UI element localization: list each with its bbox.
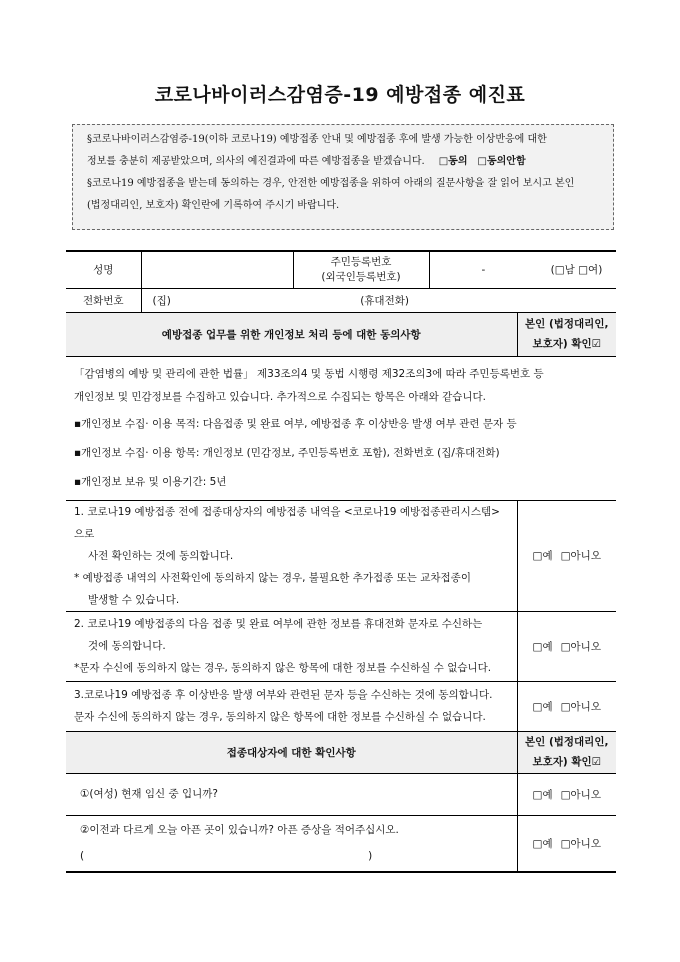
screening-q2-answer xyxy=(517,815,616,871)
screening-form xyxy=(66,250,616,873)
phone-field[interactable]: (집) (휴대전화) xyxy=(141,288,616,312)
notice-line-3: §코로나19 예방접종을 받는데 동의하는 경우, 안전한 예방접종을 위하여 아래의 질문사항을 잘 읽어 보시고 본인 xyxy=(87,178,575,189)
consent-item-2-answer xyxy=(517,611,616,681)
privacy-law-text: 「감염병의 예방 및 관리에 관한 법률」 제33조의4 및 동법 시행령 제32조의3에 따라 주민등록번호 등 개인정보 및 민감정보를 수집하고 있습니다. 추가적으로 수집되는 항목은 아래와 같습니다. ▪개인정보 수집· 이용 목적: 다음접종 및 완료 여부, 예방접종 후 이상반응 발생 여부 관련 문자 등 ▪개인정보 수집· 이용 항목: 개인정보 (민감정보, 주민등록번호 포함), 전화번호 (집/휴대전화) ▪개인정보 보유 및 이용기간: 5년 xyxy=(66,356,616,500)
consent-item-1: 1. 코로나19 예방접종 전에 접종대상자의 예방접종 내역을 <코로나19 예방접종관리시스템>으로 사전 확인하는 것에 동의합니다. * 예방접종 내역의 사전확인에 동의하지 않는 경우, 불필요한 추가접종 또는 교차접종이 발생할 수 있습니다. xyxy=(66,500,517,611)
disagree-checkbox[interactable]: □동의안함 xyxy=(477,156,526,167)
consent-item-3-answer xyxy=(517,681,616,731)
yes-checkbox[interactable]: □예 xyxy=(532,640,553,653)
phone-label: 전화번호 xyxy=(66,288,141,312)
notice-line-4: (법정대리인, 보호자) 확인란에 기록하여 주시기 바랍니다. xyxy=(87,200,340,211)
rrn-label: 주민등록번호 (외국인등록번호) xyxy=(293,252,429,288)
yes-checkbox[interactable]: □예 xyxy=(532,700,553,713)
notice-line-2: 정보를 충분히 제공받았으며, 의사의 예진결과에 따른 예방접종을 받겠습니다. □동의 □동의안함 xyxy=(87,156,526,167)
consent-notice xyxy=(72,124,614,230)
no-checkbox[interactable]: □아니오 xyxy=(560,788,601,801)
name-field[interactable] xyxy=(141,252,293,288)
yes-checkbox[interactable]: □예 xyxy=(532,837,553,850)
no-checkbox[interactable]: □아니오 xyxy=(560,550,601,562)
privacy-header: 예방접종 업무를 위한 개인정보 처리 등에 대한 동의사항 xyxy=(66,312,517,356)
screening-header: 접종대상자에 대한 확인사항 xyxy=(66,731,517,773)
rrn-field[interactable]: - (□남 □여) xyxy=(429,252,616,288)
screening-q1: ①(여성) 현재 임신 중 입니까? xyxy=(66,773,517,815)
no-checkbox[interactable]: □아니오 xyxy=(560,640,601,653)
name-label: 성명 xyxy=(66,252,141,288)
screening-confirm-header: 본인 (법정대리인, 보호자) 확인☑ xyxy=(517,731,616,773)
form-title: 코로나바이러스감염증-19 예방접종 예진표 xyxy=(154,84,526,106)
screening-q1-answer xyxy=(517,773,616,815)
no-checkbox[interactable]: □아니오 xyxy=(560,837,601,850)
gender-checkbox[interactable]: (□남 □여) xyxy=(550,264,603,277)
notice-line-1: §코로나바이러스감염증-19(이하 코로나19) 예방접종 안내 및 예방접종 후에 발생 가능한 이상반응에 대한 xyxy=(87,134,547,145)
yes-checkbox[interactable]: □예 xyxy=(532,788,553,801)
symptom-input[interactable]: ( ) xyxy=(80,850,373,862)
consent-item-3: 3.코로나19 예방접종 후 이상반응 발생 여부와 관련된 문자 등을 수신하는 것에 동의합니다. 문자 수신에 동의하지 않는 경우, 동의하지 않은 항목에 대한 정보를 수신하실 수 없습니다. xyxy=(66,681,517,731)
yes-checkbox[interactable]: □예 xyxy=(532,550,553,562)
no-checkbox[interactable]: □아니오 xyxy=(560,700,601,713)
consent-item-1-answer xyxy=(517,500,616,611)
consent-item-2: 2. 코로나19 예방접종의 다음 접종 및 완료 여부에 관한 정보를 휴대전화 문자로 수신하는 것에 동의합니다. *문자 수신에 동의하지 않는 경우, 동의하지 않은 항목에 대한 정보를 수신하실 수 없습니다. xyxy=(66,611,517,681)
screening-q2: ②이전과 다르게 오늘 아픈 곳이 있습니까? 아픈 증상을 적어주십시오. ( ) xyxy=(66,815,517,871)
checked-box-icon: ☑ xyxy=(591,338,602,350)
privacy-confirm-header: 본인 (법정대리인, 보호자) 확인☑ xyxy=(517,312,616,356)
agree-checkbox[interactable]: □동의 xyxy=(438,156,468,167)
checked-box-icon: ☑ xyxy=(591,756,602,768)
